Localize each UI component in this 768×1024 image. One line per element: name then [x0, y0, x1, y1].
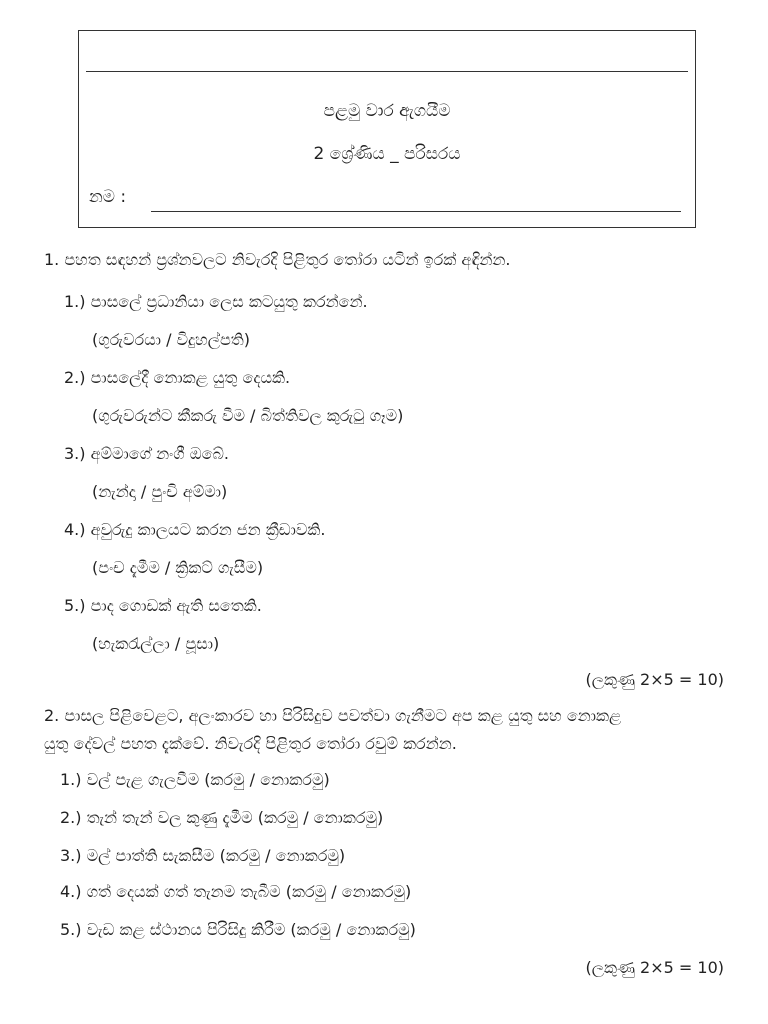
name-label: නම : [89, 187, 127, 207]
section2-instruction-line2: යුතු දේවල් පහත දැක්වේ. නිවැරදි පිළිතුර තෝරා රවුම් කරන්න. [44, 734, 457, 753]
top-rule [86, 71, 688, 72]
name-field-line[interactable] [151, 211, 681, 212]
question-5-options[interactable]: (හැකරැල්ලා / පූසා) [92, 634, 220, 653]
item-2[interactable]: 2.) තැන් තැන් වල කුණු දැමීම (කරමු / නොකරමු) [60, 808, 384, 827]
section2-instruction-line1: 2. පාසල පිළිවෙළට, අලංකාරව හා පිරිසිදුව පවත්වා ගැනීමට අප කළ යුතු සහ නොකළ [44, 706, 622, 725]
exam-subtitle: 2 ශ්‍රේණිය _ පරිසරය [313, 144, 461, 164]
question-4: 4.) අවුරුදු කාලයට කරන ජන ක්‍රීඩාවකි. [64, 520, 326, 539]
item-4[interactable]: 4.) ගත් දෙයක් ගත් තැනම තැබීම (කරමු / නොකරමු) [60, 882, 412, 901]
header-box [78, 30, 696, 228]
section1-instruction: 1. පහත සඳහන් ප්‍රශ්නවලට නිවැරදි පිළිතුර තෝරා යටින් ඉරක් අඳින්න. [44, 250, 511, 269]
item-5[interactable]: 5.) වැඩ කළ ස්ථානය පිරිසිදු කිරීම (කරමු / නොකරමු) [60, 920, 416, 939]
item-1[interactable]: 1.) වල් පැළ ගැලවීම (කරමු / නොකරමු) [60, 770, 330, 789]
item-3[interactable]: 3.) මල් පාත්ති සැකසීම (කරමු / නොකරමු) [60, 846, 346, 865]
question-1-options[interactable]: (ගුරුවරයා / විදුහල්පති) [92, 330, 251, 349]
question-1: 1.) පාසලේ ප්‍රධානියා ලෙස කටයුතු කරන්නේ. [64, 292, 368, 311]
exam-title: පළමු වාර ඇගයීම [323, 101, 451, 121]
question-4-options[interactable]: (පංච දැමීම / ක්‍රිකට් ගැසීම) [92, 558, 264, 577]
question-5: 5.) පාද ගොඩක් ඇති සතෙකි. [64, 596, 262, 615]
question-2-options[interactable]: (ගුරුවරුන්ට කීකරු වීම / බිත්තිවල කුරුටු ගෑම) [92, 406, 404, 425]
section1-marks: (ලකුණු 2×5 = 10) [585, 670, 724, 689]
section2-marks: (ලකුණු 2×5 = 10) [585, 958, 724, 977]
question-3: 3.) අම්මාගේ නංගී ඔබේ. [64, 444, 230, 463]
question-2: 2.) පාසලේදී නොකළ යුතු දෙයකි. [64, 368, 291, 387]
question-3-options[interactable]: (නැන්දා / පුංචි අම්මා) [92, 482, 228, 501]
